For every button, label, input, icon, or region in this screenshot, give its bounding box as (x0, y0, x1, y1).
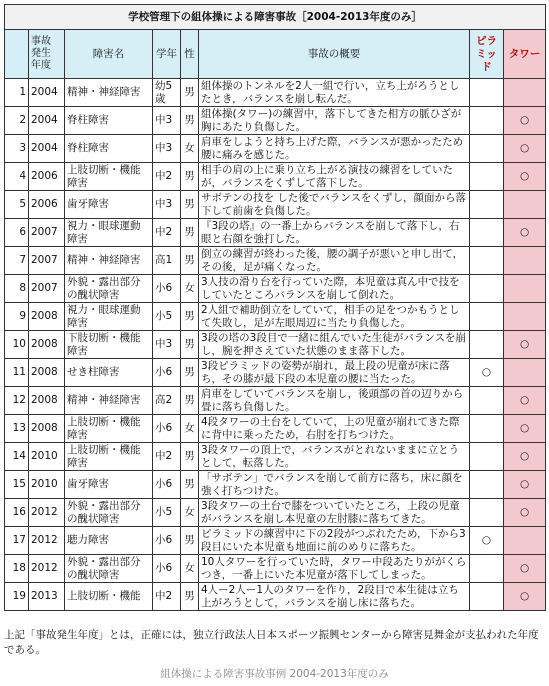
row-summary: 倒立の練習が終わった後，腰の調子が悪いと申し出て，その後，足が痛くなった。 (199, 247, 470, 275)
row-injury: 外貌・露出部分の醜状障害 (65, 555, 153, 583)
row-pyramid-mark (470, 247, 504, 275)
row-injury: 歯牙障害 (65, 471, 153, 499)
row-tower-mark (504, 79, 546, 107)
row-injury: 精神・神経障害 (65, 387, 153, 415)
row-summary: 3段タワーの土台で膝をついていたところ，上段の児童がバランスを崩し本児童の左肘膝に落ちてきた。 (199, 499, 470, 527)
row-summary: 肩車をしていてバランスを崩し，後頭部の首の辺りから畳に落ち負傷した。 (199, 387, 470, 415)
row-summary: 3段ピラミッドの姿勢が崩れ，最上段の児童が床に落ち，その膝が最下段の本児童の腰に当たった。 (199, 359, 470, 387)
table-row (5, 275, 546, 303)
row-summary: サボテンの技を した後でバランスをくずし，顔面から落下して前歯を負傷した。 (199, 191, 470, 219)
row-summary: 組体操(タワー)の練習中，落下してきた相方の脈ひざが胸にあたり負傷した。 (199, 107, 470, 135)
row-number: 16 (5, 499, 29, 527)
row-year: 2008 (29, 387, 65, 415)
row-year: 2004 (29, 79, 65, 107)
row-year: 2007 (29, 247, 65, 275)
table-title: 学校管理下の組体操による障害事故［2004-2013年度のみ］ (5, 5, 546, 30)
row-tower-mark (504, 247, 546, 275)
row-sex: 女 (181, 275, 199, 303)
image-caption: 組体操による障害事故事例 2004-2013年度のみ (160, 668, 389, 680)
row-grade: 中3 (153, 135, 181, 163)
table-row (5, 555, 546, 583)
row-summary: 10人タワーを行っていた時，タワー中段あたりががくらつき，一番上にいた本児童が落下してしまった。 (199, 555, 470, 583)
row-sex: 男 (181, 359, 199, 387)
row-summary: 『3段の塔』の一番上からバランスを崩して落下し，右眼と右顔を強打した。 (199, 219, 470, 247)
row-sex: 男 (181, 107, 199, 135)
row-tower-mark: ○ (504, 387, 546, 415)
row-sex: 男 (181, 163, 199, 191)
row-summary: ピラミッドの練習中に下の2段がつぶれたため，下から3段目にいた本児童も地面に前のめりに落ちた。 (199, 527, 470, 555)
table-row (5, 303, 546, 331)
row-sex: 男 (181, 583, 199, 611)
row-year: 2012 (29, 499, 65, 527)
row-summary: 4段タワーの土台をしていて，上の児童が崩れてきた際に背中に乗ったため，右肘を打ちつけた。 (199, 415, 470, 443)
row-grade: 小6 (153, 471, 181, 499)
row-pyramid-mark (470, 79, 504, 107)
row-number: 5 (5, 191, 29, 219)
row-year: 2012 (29, 527, 65, 555)
row-pyramid-mark (470, 191, 504, 219)
row-sex: 男 (181, 79, 199, 107)
row-tower-mark: ○ (504, 555, 546, 583)
row-grade: 中2 (153, 443, 181, 471)
row-grade: 小6 (153, 555, 181, 583)
row-pyramid-mark (470, 415, 504, 443)
row-pyramid-mark (470, 107, 504, 135)
row-injury: 脊柱障害 (65, 135, 153, 163)
row-sex: 男 (181, 247, 199, 275)
row-grade: 中3 (153, 331, 181, 359)
table-row (5, 527, 546, 555)
row-year: 2007 (29, 275, 65, 303)
row-year: 2006 (29, 163, 65, 191)
row-grade: 小6 (153, 415, 181, 443)
table-row (5, 443, 546, 471)
row-number: 8 (5, 275, 29, 303)
row-injury: 視力・眼球運動障害 (65, 219, 153, 247)
row-number: 6 (5, 219, 29, 247)
header-sex: 性 (181, 30, 199, 79)
table-row (5, 191, 546, 219)
header-row (5, 30, 546, 79)
row-year: 2008 (29, 359, 65, 387)
row-number: 7 (5, 247, 29, 275)
row-pyramid-mark (470, 303, 504, 331)
accident-table (4, 4, 546, 611)
table-row (5, 331, 546, 359)
row-tower-mark: ○ (504, 443, 546, 471)
header-summary: 事故の概要 (199, 30, 470, 79)
header-no (5, 30, 29, 79)
row-tower-mark: ○ (504, 107, 546, 135)
row-summary: 2人組で補助倒立をしていて，相手の足をつかもうとして失敗し，足が左眼周辺に当たり負傷した。 (199, 303, 470, 331)
row-year: 2006 (29, 191, 65, 219)
row-pyramid-mark (470, 275, 504, 303)
row-tower-mark: ○ (504, 135, 546, 163)
row-number: 19 (5, 583, 29, 611)
row-tower-mark: ○ (504, 331, 546, 359)
row-pyramid-mark (470, 583, 504, 611)
row-tower-mark: ○ (504, 415, 546, 443)
header-pyramid: ピラ ミッド (470, 30, 504, 79)
header-tower: タワー (504, 30, 546, 79)
row-pyramid-mark (470, 135, 504, 163)
row-grade: 幼5 歳 (153, 79, 181, 107)
row-tower-mark: ○ (504, 583, 546, 611)
row-pyramid-mark: ○ (470, 359, 504, 387)
row-sex: 男 (181, 303, 199, 331)
row-sex: 男 (181, 443, 199, 471)
row-sex: 女 (181, 135, 199, 163)
table-row (5, 135, 546, 163)
row-grade: 高2 (153, 387, 181, 415)
row-grade: 中3 (153, 107, 181, 135)
row-grade: 中2 (153, 583, 181, 611)
row-sex: 男 (181, 191, 199, 219)
row-injury: 視力・眼球運動障害 (65, 303, 153, 331)
row-number: 14 (5, 443, 29, 471)
row-pyramid-mark (470, 443, 504, 471)
row-tower-mark: ○ (504, 499, 546, 527)
row-tower-mark (504, 303, 546, 331)
row-injury: 上肢切断・機能障害 (65, 443, 153, 471)
table-row (5, 359, 546, 387)
table-row (5, 79, 546, 107)
row-summary: 相手の肩の上に乗り立ち上がる演技の練習をしていたが，バランスをくずして落下した。 (199, 163, 470, 191)
header-grade: 学年 (153, 30, 181, 79)
row-injury: 下肢切断・機能障害 (65, 331, 153, 359)
row-year: 2004 (29, 135, 65, 163)
table-row (5, 107, 546, 135)
row-tower-mark (504, 359, 546, 387)
row-summary: 4人ー2人ー1人のタワーを作り，2段目で本生徒は立ち上がろうとして，バランスを崩し床に落ちた。 (199, 583, 470, 611)
row-grade: 中2 (153, 163, 181, 191)
row-tower-mark (504, 275, 546, 303)
document-page (4, 4, 545, 611)
footnote: 上記「事故発生年度」とは，正確には，独立行政法人日本スポーツ振興センターから障害見舞金が支払われた年度である。 (4, 629, 539, 656)
row-summary: 3人技の滑り台を行っていた際，本児童は真ん中で技をしていたところバランスを崩して倒れた。 (199, 275, 470, 303)
row-number: 4 (5, 163, 29, 191)
row-injury: 上肢切断・機能障害 (65, 415, 153, 443)
row-number: 10 (5, 331, 29, 359)
row-sex: 男 (181, 219, 199, 247)
row-pyramid-mark: ○ (470, 527, 504, 555)
table-row (5, 219, 546, 247)
table-row (5, 471, 546, 499)
row-pyramid-mark (470, 555, 504, 583)
row-year: 2012 (29, 555, 65, 583)
row-year: 2008 (29, 331, 65, 359)
row-grade: 中2 (153, 219, 181, 247)
row-sex: 女 (181, 415, 199, 443)
row-grade: 高1 (153, 247, 181, 275)
row-injury: 脊柱障害 (65, 107, 153, 135)
table-row (5, 499, 546, 527)
row-number: 2 (5, 107, 29, 135)
row-injury: 歯牙障害 (65, 191, 153, 219)
row-tower-mark (504, 191, 546, 219)
row-pyramid-mark (470, 471, 504, 499)
row-year: 2010 (29, 471, 65, 499)
row-number: 1 (5, 79, 29, 107)
row-year: 2004 (29, 107, 65, 135)
row-sex: 男 (181, 527, 199, 555)
row-pyramid-mark (470, 387, 504, 415)
row-grade: 中3 (153, 191, 181, 219)
header-injury: 障害名 (65, 30, 153, 79)
row-pyramid-mark (470, 219, 504, 247)
row-injury: 上肢切断・機能障害 (65, 163, 153, 191)
row-tower-mark: ○ (504, 471, 546, 499)
row-tower-mark: ○ (504, 219, 546, 247)
row-tower-mark: ○ (504, 163, 546, 191)
row-pyramid-mark (470, 163, 504, 191)
row-summary: 3段の塔の3段目で一緒に組んでいた生徒がバランスを崩し，腕を押さえていた状態のまま落下した。 (199, 331, 470, 359)
row-pyramid-mark (470, 499, 504, 527)
table-row (5, 387, 546, 415)
row-injury: 外貌・露出部分の醜状障害 (65, 499, 153, 527)
row-year: 2013 (29, 583, 65, 611)
row-summary: 組体操のトンネルを2人一組で行い，立ち上がろうとしたとき，バランスを崩し転んだ。 (199, 79, 470, 107)
row-number: 9 (5, 303, 29, 331)
row-sex: 女 (181, 499, 199, 527)
row-pyramid-mark (470, 331, 504, 359)
row-year: 2008 (29, 415, 65, 443)
table-row (5, 583, 546, 611)
row-sex: 男 (181, 331, 199, 359)
table-row (5, 415, 546, 443)
row-tower-mark (504, 527, 546, 555)
row-number: 13 (5, 415, 29, 443)
row-number: 18 (5, 555, 29, 583)
row-summary: 「サボテン」でバランスを崩して前方に落ち，床に顔を強く打ちつけた。 (199, 471, 470, 499)
row-sex: 男 (181, 387, 199, 415)
row-summary: 3段タワーの頂上で，バランスがとれないままに立とうとして，転落した。 (199, 443, 470, 471)
row-year: 2007 (29, 219, 65, 247)
row-grade: 小6 (153, 359, 181, 387)
row-number: 15 (5, 471, 29, 499)
row-sex: 女 (181, 555, 199, 583)
row-grade: 小5 (153, 303, 181, 331)
row-injury: せき柱障害 (65, 359, 153, 387)
table-row (5, 247, 546, 275)
row-grade: 小5 (153, 499, 181, 527)
row-year: 2010 (29, 443, 65, 471)
row-grade: 小6 (153, 527, 181, 555)
row-number: 17 (5, 527, 29, 555)
row-number: 12 (5, 387, 29, 415)
row-injury: 上肢切断・機能 (65, 583, 153, 611)
row-number: 11 (5, 359, 29, 387)
row-grade: 小6 (153, 275, 181, 303)
row-injury: 精神・神経障害 (65, 79, 153, 107)
table-row (5, 163, 546, 191)
row-summary: 肩車をしようと持ち上げた際，バランスが悪かったため腰に痛みを感じた。 (199, 135, 470, 163)
row-year: 2008 (29, 303, 65, 331)
row-number: 3 (5, 135, 29, 163)
row-injury: 聴力障害 (65, 527, 153, 555)
row-sex: 男 (181, 471, 199, 499)
row-injury: 外貌・露出部分の醜状障害 (65, 275, 153, 303)
row-injury: 精神・神経障害 (65, 247, 153, 275)
header-year: 事故 発生 年度 (29, 30, 65, 79)
